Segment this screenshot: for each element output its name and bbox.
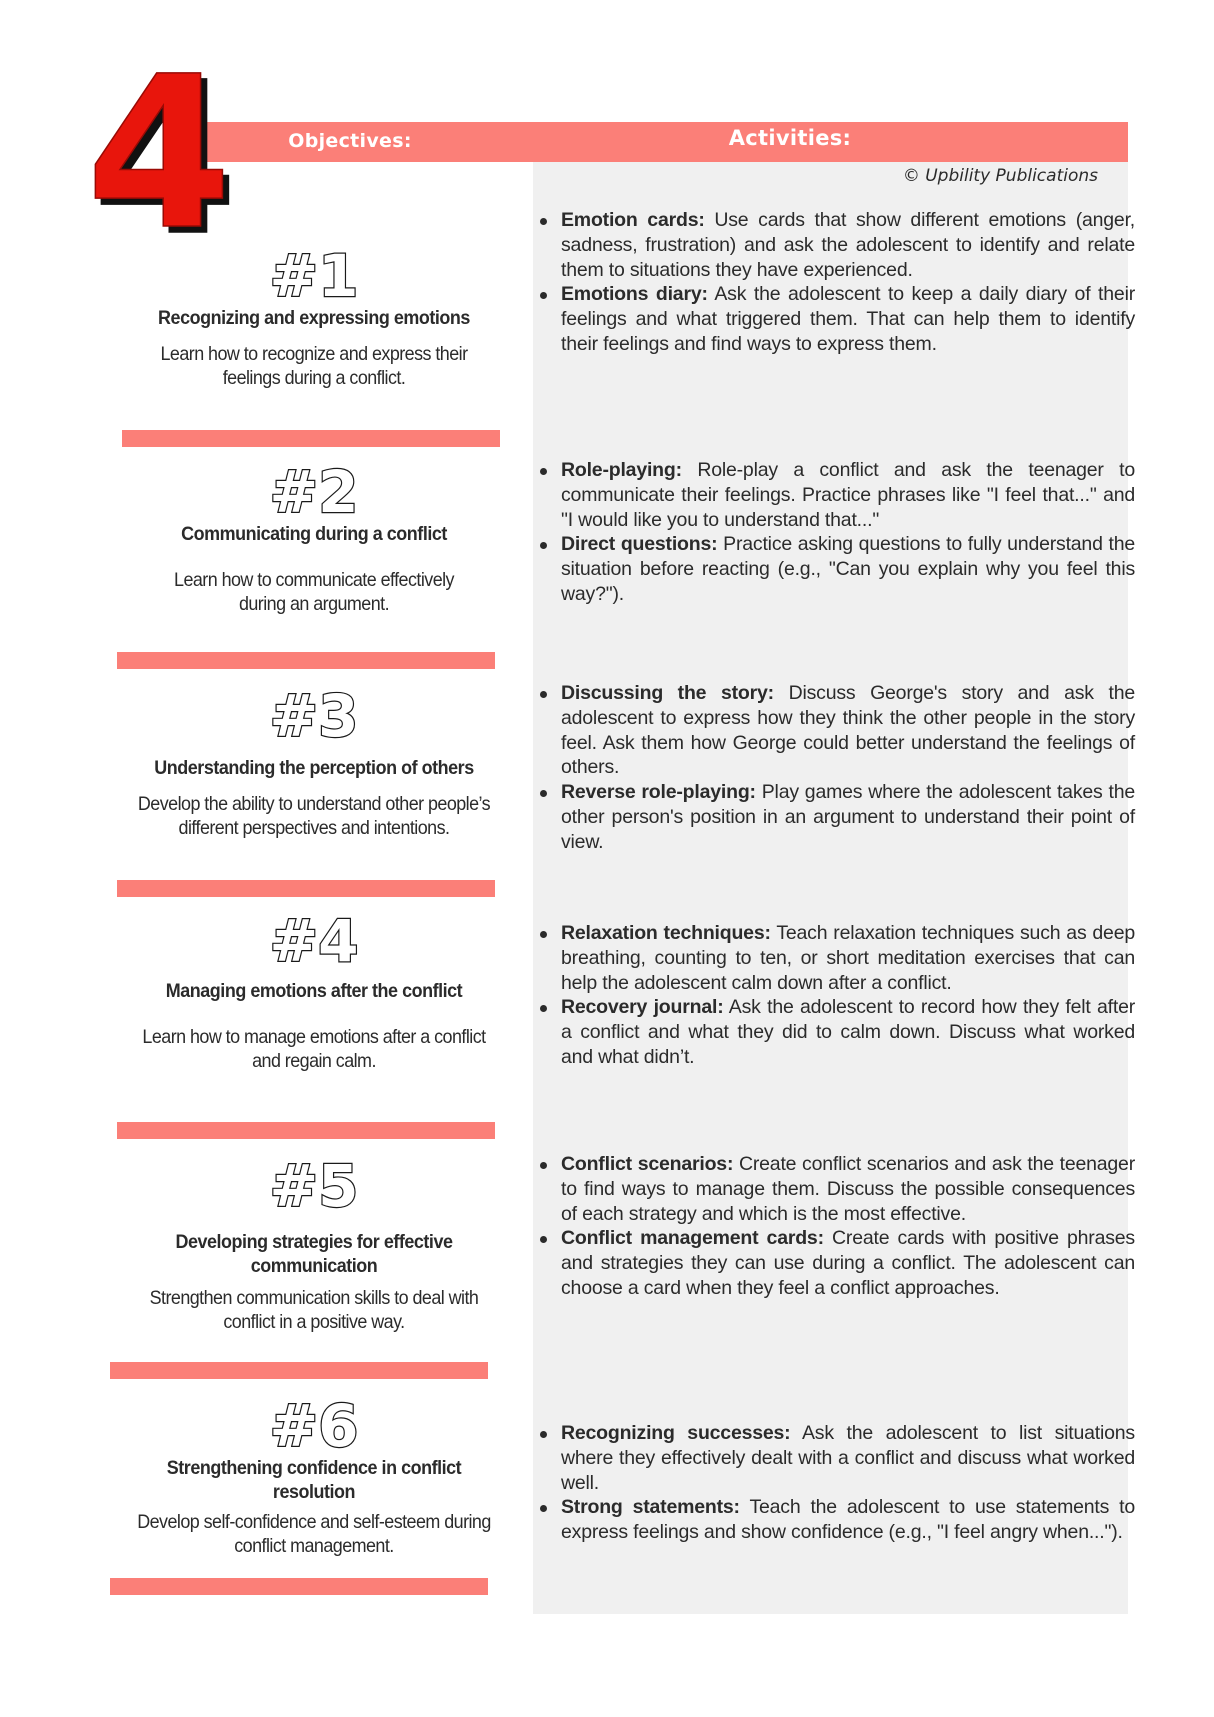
activity-term: Emotions diary: xyxy=(561,283,708,306)
objective-number xyxy=(244,680,384,742)
objective-description: Strengthen communication skills to deal with conflict in a positive way. xyxy=(149,1287,479,1333)
activity-term: Conflict management cards: xyxy=(561,1227,824,1250)
activity-term: Discussing the story: xyxy=(561,682,774,704)
svg-text:#3: #3 xyxy=(269,682,359,742)
activity-item xyxy=(561,458,1135,532)
activity-text: Role-play a conflict and ask the teenager to communicate their feelings. Practice phrases like "I feel that..." and "I would like you to understand that..." xyxy=(561,459,1135,531)
activity-item xyxy=(561,282,1135,356)
objective-3 xyxy=(118,680,510,840)
activity-item xyxy=(561,1495,1135,1545)
objectives-heading: Objectives: xyxy=(288,130,412,152)
objective-title: Understanding the perception of others xyxy=(154,757,474,779)
section-divider xyxy=(117,880,495,897)
svg-text:#6: #6 xyxy=(269,1392,359,1452)
copyright-notice: © Upbility Publications xyxy=(902,166,1098,186)
activity-term: Reverse role-playing: xyxy=(561,781,756,804)
activity-text: Ask the adolescent to keep a daily diary of their feelings and what triggered them. That can help them to identify their feelings and find ways to express them. xyxy=(561,283,1135,355)
section-divider xyxy=(117,652,495,669)
activity-term: Role-playing: xyxy=(561,459,682,481)
activity-text: Create cards with positive phrases and strategies they can use during a conflict. The adolescent can choose a card when they feel a conflict approaches. xyxy=(561,1227,1135,1299)
activity-term: Direct questions: xyxy=(561,533,718,556)
activity-item xyxy=(561,532,1135,606)
activity-list-6 xyxy=(535,1421,1135,1545)
activity-text: Teach the adolescent to use statements to express feelings and show confidence (e.g., "I feel angry when..."). xyxy=(561,1496,1136,1544)
activity-item xyxy=(561,681,1135,780)
objective-title: Strengthening confidence in conflict resolution xyxy=(166,1457,462,1503)
activity-text: Create conflict scenarios and ask the teenager to find ways to manage them. Discuss the possible consequences of each strategy and which is the most effective. xyxy=(561,1153,1135,1225)
activities-panel xyxy=(533,162,1128,1614)
section-divider xyxy=(122,430,500,447)
objective-description: Learn how to manage emotions after a conflict and regain calm. xyxy=(142,1026,486,1072)
activity-term: Recognizing successes: xyxy=(561,1422,791,1444)
activity-term: Relaxation techniques: xyxy=(561,922,771,944)
activity-text: Ask the adolescent to list situations where they effectively dealt with a conflict and discuss what worked well. xyxy=(561,1422,1135,1494)
activity-text: Practice asking questions to fully understand the situation before reacting (e.g., "Can you explain why you feel this way?"). xyxy=(561,533,1135,605)
section-divider xyxy=(110,1578,488,1595)
activity-list-2 xyxy=(535,458,1135,607)
activity-term: Conflict scenarios: xyxy=(561,1153,734,1175)
activity-text: Ask the adolescent to record how they felt after a conflict and what they did to calm down. Discuss what worked and what didn’t. xyxy=(561,996,1136,1068)
objective-description: Learn how to recognize and express their feelings during a conflict. xyxy=(160,343,468,389)
objective-number xyxy=(244,1150,384,1212)
activity-list-5 xyxy=(535,1152,1135,1301)
activity-item xyxy=(561,995,1135,1069)
activity-text: Play games where the adolescent takes the other person's position in an argument to understand their point of view. xyxy=(561,781,1135,853)
objective-title: Recognizing and expressing emotions xyxy=(158,307,470,329)
svg-text:#5: #5 xyxy=(269,1152,359,1212)
activity-item xyxy=(561,1421,1135,1495)
objective-4 xyxy=(118,905,510,1073)
activity-text: Teach relaxation techniques such as deep breathing, counting to ten, or short meditation exercises that can help the adolescent calm down after a conflict. xyxy=(561,922,1135,994)
objective-title: Managing emotions after the conflict xyxy=(165,980,463,1002)
activity-item xyxy=(561,780,1135,854)
section-divider xyxy=(110,1362,488,1379)
activity-list-3 xyxy=(535,681,1135,855)
activity-text: Use cards that show different emotions (anger, sadness, frustration) and ask the adolescent to identify and relate them to situations they have experienced. xyxy=(561,209,1135,281)
objective-number xyxy=(244,240,384,302)
activity-term: Recovery journal: xyxy=(561,996,724,1019)
objective-title: Developing strategies for effective communication xyxy=(175,1231,453,1277)
objective-2 xyxy=(118,456,510,616)
svg-text:#4: #4 xyxy=(269,907,359,967)
big-number: 4 xyxy=(85,31,233,276)
activity-list-4 xyxy=(535,921,1135,1070)
objective-title: Communicating during a conflict xyxy=(181,523,447,545)
svg-text:#2: #2 xyxy=(269,458,359,518)
activity-term: Emotion cards: xyxy=(561,209,705,231)
activity-item xyxy=(561,1152,1135,1226)
objective-6 xyxy=(118,1390,510,1558)
objective-number xyxy=(244,1390,384,1452)
activity-item xyxy=(561,1226,1135,1300)
objective-number xyxy=(244,905,384,967)
activity-list-1 xyxy=(535,208,1135,357)
activity-item xyxy=(561,208,1135,282)
activities-heading: Activities: xyxy=(728,126,852,150)
objective-description: Develop self-confidence and self-esteem during conflict management. xyxy=(137,1511,491,1557)
section-divider xyxy=(117,1122,495,1139)
objective-5 xyxy=(118,1150,510,1334)
objective-description: Develop the ability to understand other people’s different perspectives and intentions. xyxy=(137,793,491,839)
objective-description: Learn how to communicate effectively during an argument. xyxy=(174,569,454,615)
activity-item xyxy=(561,921,1135,995)
objective-1 xyxy=(118,240,510,390)
activity-term: Strong statements: xyxy=(561,1496,740,1519)
objective-number xyxy=(244,456,384,518)
activity-text: Discuss George's story and ask the adolescent to express how they think the other people in the story feel. Ask them how George could better understand the feelings of others. xyxy=(561,682,1135,779)
big-number-badge xyxy=(82,31,233,276)
svg-text:#1: #1 xyxy=(269,242,359,302)
